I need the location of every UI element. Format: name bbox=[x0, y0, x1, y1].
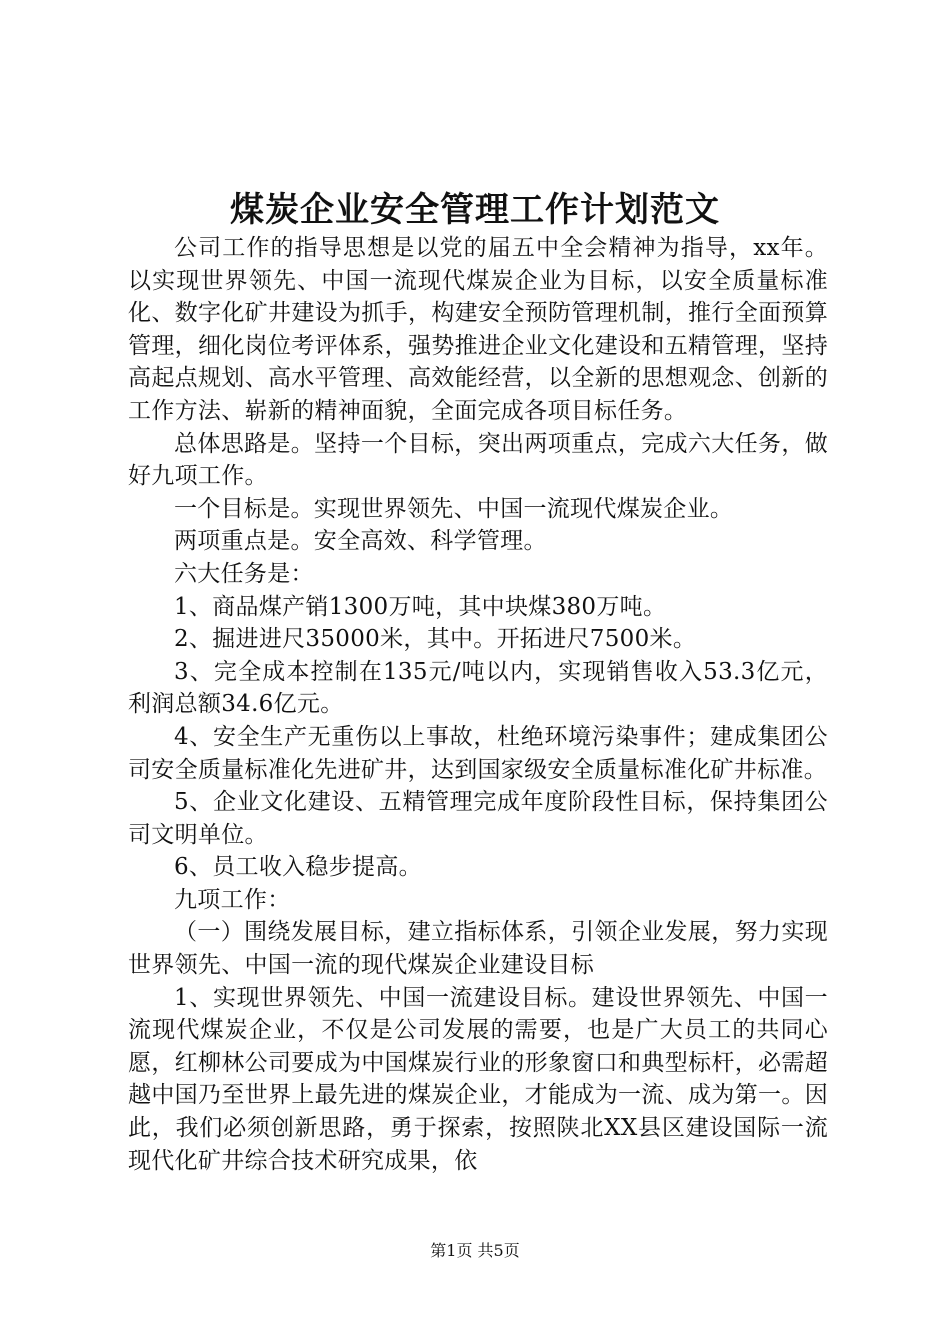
paragraph: 5、企业文化建设、五精管理完成年度阶段性目标，保持集团公司文明单位。 bbox=[128, 789, 828, 848]
paragraph: 3、完全成本控制在135元/吨以内，实现销售收入53.3亿元，利润总额34.6亿元。 bbox=[128, 658, 828, 718]
paragraph: 总体思路是。坚持一个目标，突出两项重点，完成六大任务，做好九项工作。 bbox=[128, 430, 828, 490]
paragraph: 九项工作： bbox=[174, 886, 291, 913]
paragraph: 六大任务是： bbox=[174, 560, 314, 587]
paragraph: 一个目标是。实现世界领先、中国一流现代煤炭企业。 bbox=[174, 495, 734, 522]
page-footer: 第1页 共5页 bbox=[430, 1241, 520, 1260]
paragraph: 1、实现世界领先、中国一流建设目标。建设世界领先、中国一流现代煤炭企业，不仅是公司发展的需要，也是广大员工的共同心愿，红柳林公司要成为中国煤炭行业的形象窗口和典型标杆，必需超越中国乃至世界上最先进的煤炭企业，才能成为一流、成为第一。因此，我们必须创新思路，勇于探索，按照陕北XX县区建设国际一流现代化矿井综合技术研究成果，依 bbox=[128, 984, 828, 1174]
paragraph: 两项重点是。安全高效、科学管理。 bbox=[174, 528, 547, 555]
paragraph: 6、员工收入稳步提高。 bbox=[174, 854, 422, 881]
document-body bbox=[128, 232, 828, 1177]
paragraph: 公司工作的指导思想是以党的届五中全会精神为指导，xx年。以实现世界领先、中国一流现代煤炭企业为目标，以安全质量标准化、数字化矿井建设为抓手，构建安全预防管理机制，推行全面预算管理，细化岗位考评体系，强势推进企业文化建设和五精管理，坚持高起点规划、高水平管理、高效能经营，以全新的思想观念、创新的工作方法、崭新的精神面貌，全面完成各项目标任务。 bbox=[128, 235, 828, 424]
paragraph: （一）围绕发展目标，建立指标体系，引领企业发展，努力实现世界领先、中国一流的现代煤炭企业建设目标 bbox=[128, 919, 828, 979]
paragraph: 4、安全生产无重伤以上事故，杜绝环境污染事件；建成集团公司安全质量标准化先进矿井，达到国家级安全质量标准化矿井标准。 bbox=[128, 723, 828, 783]
paragraph: 2、掘进进尺35000米，其中。开拓进尺7500米。 bbox=[174, 626, 697, 653]
document-title: 煤炭企业安全管理工作计划范文 bbox=[230, 190, 720, 230]
paragraph: 1、商品煤产销1300万吨，其中块煤380万吨。 bbox=[174, 593, 667, 620]
